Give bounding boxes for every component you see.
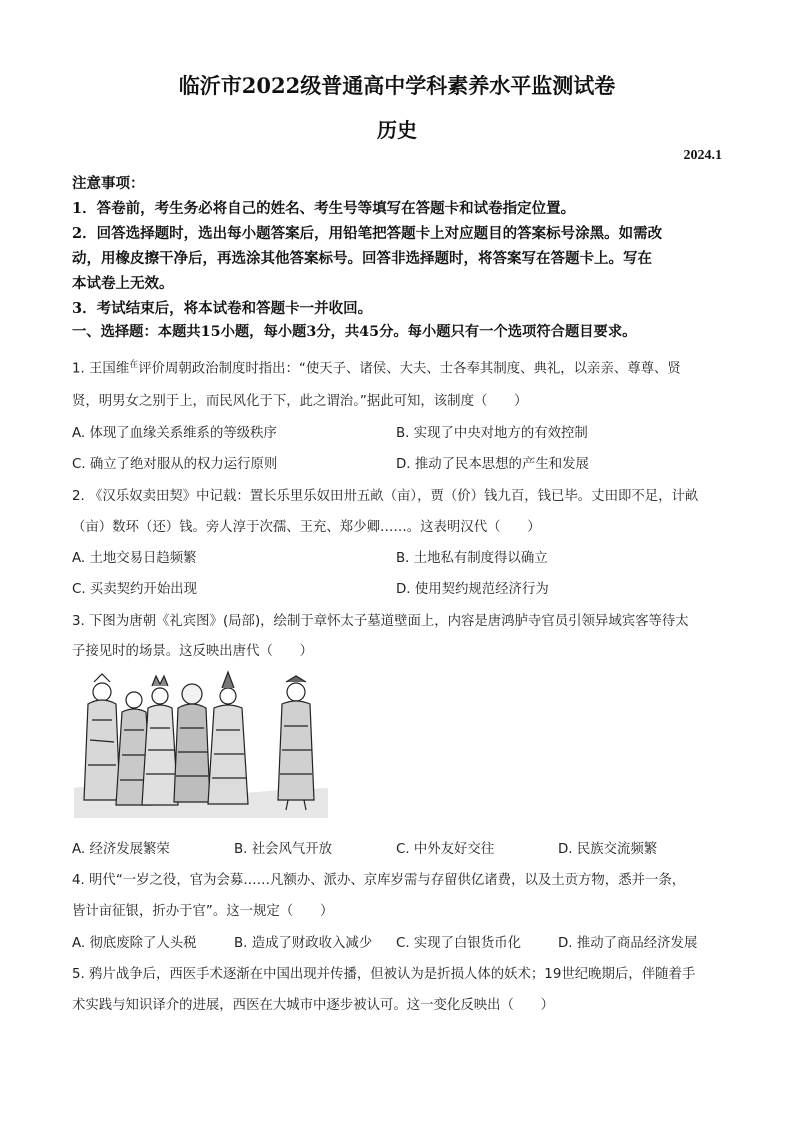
question-4-option-c[interactable]: C. 实现了白银货币化 (396, 936, 521, 951)
question-1-prefix: 1. 王国维 (72, 361, 130, 377)
question-2-option-b[interactable]: B. 土地私有制度得以确立 (396, 551, 548, 566)
question-3-option-c[interactable]: C. 中外友好交往 (396, 842, 495, 857)
notice-item-2-line-1: 2．回答选择题时，选出每小题答案后，用铅笔把答题卡上对应题目的答案标号涂黑。如需改 (72, 225, 663, 242)
notice-item-2-line-3: 本试卷上无效。 (72, 275, 174, 292)
section-1-heading: 一、选择题：本题共15小题，每小题3分，共45分。每小题只有一个选项符合题目要求。 (72, 324, 637, 340)
exam-title: 临沂市2022级普通高中学科素养水平监测试卷 (178, 73, 616, 98)
question-1-option-d[interactable]: D. 推动了民本思想的产生和发展 (396, 457, 589, 472)
notice-item-3: 3．考试结束后，将本试卷和答题卡一并收回。 (72, 300, 373, 317)
question-4-line-1: 4. 明代“一岁之役，官为会募……凡额办、派办、京库岁需与存留供亿诸费，以及土贡方物，悉并一条， (72, 873, 686, 888)
question-4-line-2: 皆计亩征银，折办于官”。这一规定（ ） (72, 904, 334, 919)
question-4-option-d[interactable]: D. 推动了商品经济发展 (558, 936, 698, 951)
question-4-option-a[interactable]: A. 彻底废除了人头税 (72, 936, 197, 951)
question-3-option-b[interactable]: B. 社会风气开放 (234, 842, 333, 857)
question-1-line-1 (72, 357, 722, 376)
question-2-option-d[interactable]: D. 使用契约规范经济行为 (396, 582, 549, 597)
notice-item-2-line-2: 动，用橡皮擦干净后，再选涂其他答案标号。回答非选择题时，将答案写在答题卡上。写在 (72, 250, 652, 267)
question-2-line-1: 2. 《汉乐奴卖田契》中记载：置长乐里乐奴田卅五畝（亩），贾（价）钱九百，钱已毕。丈田即不足，计畝 (72, 489, 699, 504)
question-2-option-c[interactable]: C. 买卖契约开始出现 (72, 582, 197, 597)
question-3-option-d[interactable]: D. 民族交流频繁 (558, 842, 658, 857)
mural-painting-image (74, 670, 328, 818)
exam-date: 2024.1 (683, 148, 722, 163)
question-3-line-2: 子接见时的场景。这反映出唐代（ ） (72, 644, 314, 659)
question-1-text: 评价周朝政治制度时指出：“使天子、诸侯、大夫、士各奉其制度、典礼，以亲亲、尊尊、贤 (138, 361, 681, 377)
subject-title: 历史 (377, 118, 417, 142)
question-5-line-2: 术实践与知识译介的进展，西医在大城市中逐步被认可。这一变化反映出（ ） (72, 998, 555, 1013)
question-1-option-a[interactable]: A. 体现了血缘关系维系的等级秩序 (72, 426, 277, 441)
question-5-line-1: 5. 鸦片战争后，西医手术逐渐在中国出现并传播，但被认为是折损人体的妖术；19世纪晚期后，伴随着手 (72, 967, 696, 982)
question-1-option-b[interactable]: B. 实现了中央对地方的有效控制 (396, 426, 588, 441)
question-3-line-1: 3. 下图为唐朝《礼宾图》(局部)，绘制于章怀太子墓道壁面上，内容是唐鸿胪寺官员引领异域宾客等待太 (72, 614, 689, 629)
question-3-option-a[interactable]: A. 经济发展繁荣 (72, 842, 170, 857)
question-4-option-b[interactable]: B. 造成了财政收入减少 (234, 936, 373, 951)
question-2-option-a[interactable]: A. 土地交易日趋频繁 (72, 551, 197, 566)
question-1-line-2: 贤，明男女之别于上，而民风化于下，此之谓治。”据此可知，该制度（ ） (72, 394, 528, 409)
notice-item-1: 1．答卷前，考生务必将自己的姓名、考生号等填写在答题卡和试卷指定位置。 (72, 200, 576, 217)
question-1-option-c[interactable]: C. 确立了绝对服从的权力运行原则 (72, 457, 278, 472)
question-2-line-2: （亩）数环（还）钱。旁人淳于次孺、王充、郑少卿……。这表明汉代（ ） (72, 520, 541, 535)
notice-heading: 注意事项： (72, 175, 145, 192)
question-1-superscript: 在 (129, 360, 139, 370)
